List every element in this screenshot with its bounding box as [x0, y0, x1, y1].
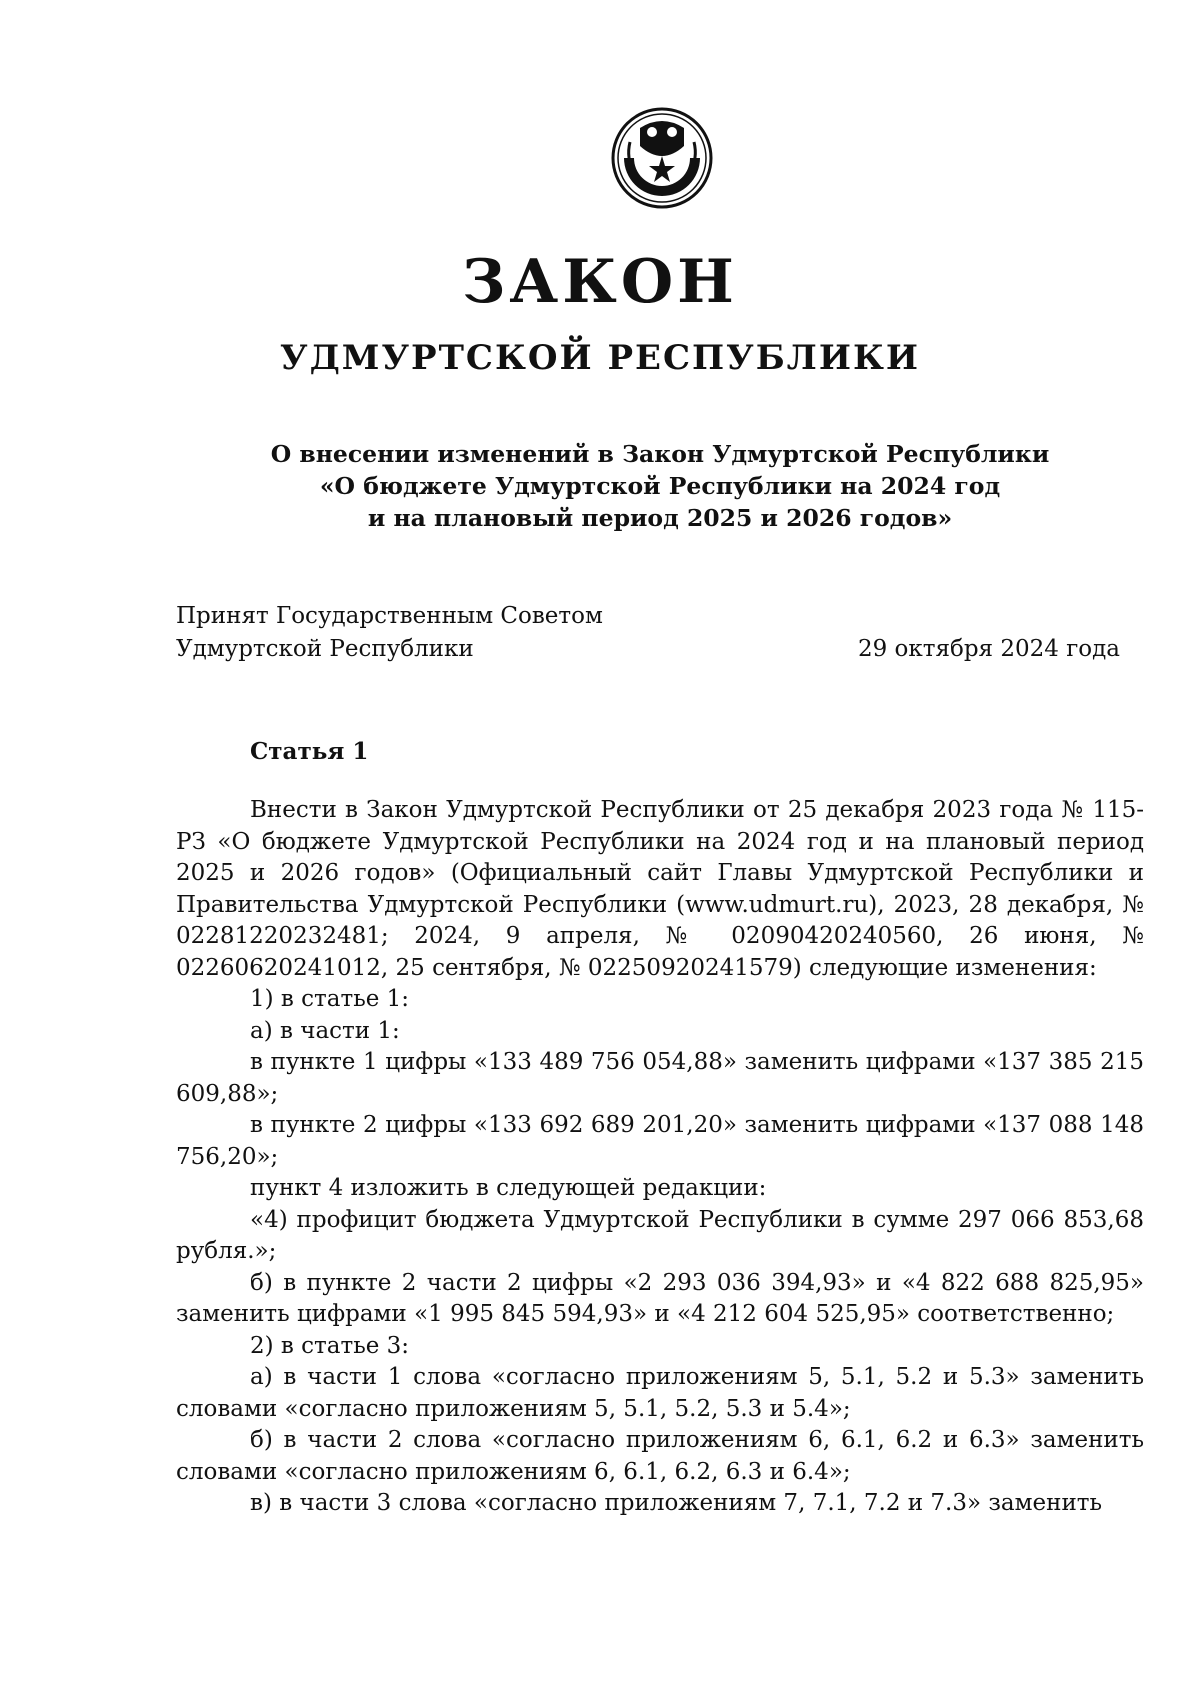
- coat-of-arms-icon: [610, 106, 714, 210]
- law-heading-line-1: О внесении изменений в Закон Удмуртской Республики: [270, 440, 1050, 468]
- paragraph: а) в части 1 слова «согласно приложениям 5, 5.1, 5.2 и 5.3» заменить словами «согласно приложениям 5, 5.1, 5.2, 5.3 и 5.4»;: [176, 1364, 1144, 1422]
- adoption-info: [176, 600, 603, 666]
- document-title: ЗАКОН: [462, 247, 738, 317]
- adoption-date: 29 октября 2024 года: [857, 636, 1120, 662]
- paragraph: б) в части 2 слова «согласно приложениям 6, 6.1, 6.2 и 6.3» заменить словами «согласно приложениям 6, 6.1, 6.2, 6.3 и 6.4»;: [176, 1427, 1144, 1485]
- adoption-line-2: Удмуртской Республики: [176, 636, 474, 662]
- paragraph: «4) профицит бюджета Удмуртской Республики в сумме 297 066 853,68 рубля.»;: [176, 1206, 1144, 1264]
- law-heading-line-3: и на плановый период 2025 и 2026 годов»: [367, 504, 953, 532]
- adoption-line-1: Принят Государственным Советом: [176, 603, 603, 629]
- article-body: [176, 795, 1144, 1520]
- document-subtitle: УДМУРТСКОЙ РЕСПУБЛИКИ: [279, 338, 921, 378]
- article-title: Статья 1: [250, 738, 369, 765]
- law-heading-line-2: «О бюджете Удмуртской Республики на 2024 год: [319, 472, 1001, 500]
- paragraph: в пункте 2 цифры «133 692 689 201,20» заменить цифрами «137 088 148 756,20»;: [176, 1112, 1144, 1170]
- law-heading: [200, 438, 1120, 534]
- paragraph: в пункте 1 цифры «133 489 756 054,88» заменить цифрами «137 385 215 609,88»;: [176, 1049, 1144, 1107]
- paragraph: 1) в статье 1:: [250, 986, 410, 1012]
- paragraph: а) в части 1:: [250, 1017, 400, 1044]
- paragraph: 2) в статье 3:: [250, 1332, 410, 1359]
- paragraph: в) в части 3 слова «согласно приложениям 7, 7.1, 7.2 и 7.3» заменить: [250, 1490, 1103, 1516]
- paragraph: Внести в Закон Удмуртской Республики от 25 декабря 2023 года № 115-РЗ «О бюджете Удмуртской Республики на 2024 год и на плановый период 2025 и 2026 годов» (Официальный сайт Главы Удмуртской Республики и Правительства Удмуртской Республики (www.udmurt.ru), 2023, 28 декабря, № 02281220232481; 2024, 9 апреля, № 02090420240560, 26 июня, № 02260620241012, 25 сентября, № 02250920241579) следующие изменения:: [176, 797, 1144, 981]
- paragraph: б) в пункте 2 части 2 цифры «2 293 036 394,93» и «4 822 688 825,95» заменить цифрами «1 995 845 594,93» и «4 212 604 525,95» соответственно;: [176, 1269, 1144, 1327]
- paragraph: пункт 4 изложить в следующей редакции:: [250, 1175, 767, 1201]
